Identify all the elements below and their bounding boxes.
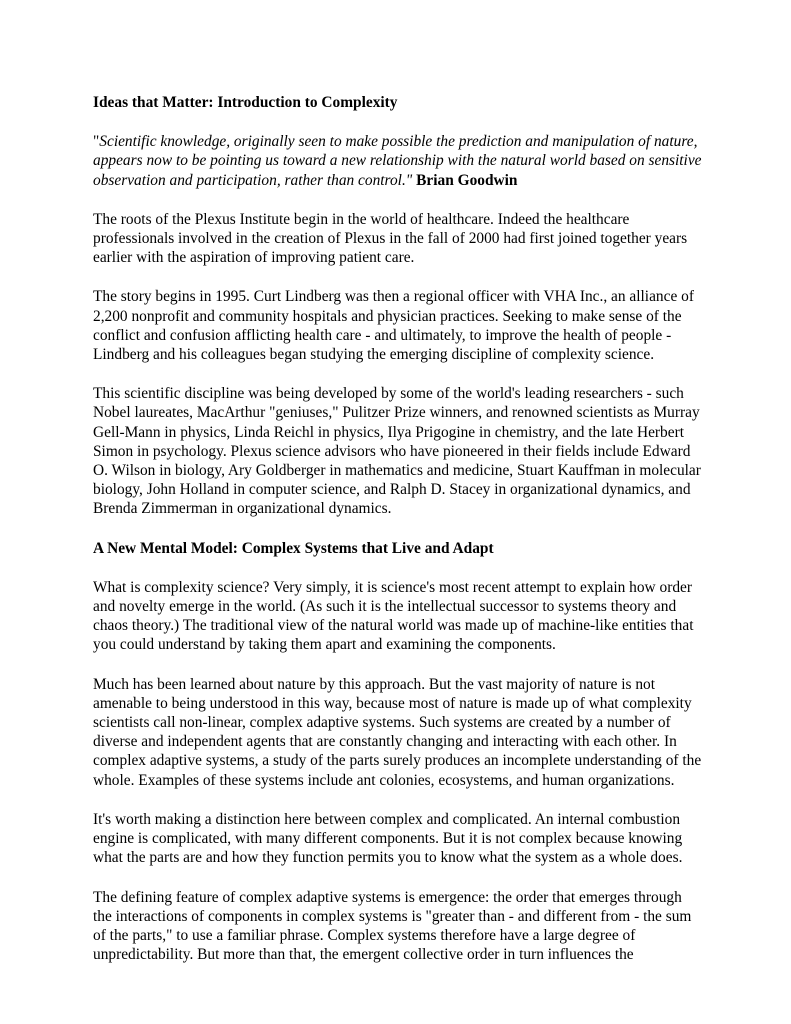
document-title: Ideas that Matter: Introduction to Complexity [93,94,398,111]
quote-text: Scientific knowledge, originally seen to make possible the prediction and manipulation of nature, appears now to be pointing us toward a new relationship with the natural world based on sensitive observation and participation, rather than control." [93,133,702,189]
quote-author: Brian Goodwin [416,171,518,189]
quote-open-mark: " [93,133,100,151]
epigraph-quote [93,132,703,190]
paragraph-emergence: The defining feature of complex adaptive systems is emergence: the order that emerges through the interactions of components in complex systems is "greater than - and different from - the sum of the parts," to use a familiar phrase. Complex systems therefore have a large degree of unpredictability. But more than that, the emergent collective order in turn influences the [93,888,692,964]
paragraph-complex-vs-complicated: It's worth making a distinction here between complex and complicated. An internal combustion engine is complicated, with many different components. But it is not complex because knowing what the parts are and how they function permits you to know what the system as a whole does. [93,810,683,867]
section-heading: A New Mental Model: Complex Systems that Live and Adapt [93,539,494,557]
paragraph-nonlinear-systems: Much has been learned about nature by this approach. But the vast majority of nature is not amenable to being understood in this way, because most of nature is made up of what complexity scientists call non-linear, complex adaptive systems. Such systems are created by a number of diverse and independent agents that are constantly changing and interacting with each other. In complex adaptive systems, a study of the parts surely produces an incomplete understanding of the whole. Examples of these systems include ant colonies, ecosystems, and human organizations. [93,675,702,789]
paragraph-healthcare-roots: The roots of the Plexus Institute begin in the world of healthcare. Indeed the healthcare professionals involved in the creation of Plexus in the fall of 2000 had first joined together years earlier with the aspiration of improving patient care. [93,210,688,267]
paragraph-story-1995: The story begins in 1995. Curt Lindberg was then a regional officer with VHA Inc., an alliance of 2,200 nonprofit and community hospitals and physician practices. Seeking to make sense of the conflict and confusion afflicting health care - and ultimately, to improve the health of people - Lindberg and his colleagues began studying the emerging discipline of complexity science. [93,288,694,364]
paragraph-scientific-discipline: This scientific discipline was being developed by some of the world's leading researchers - such Nobel laureates, MacArthur "geniuses," Pulitzer Prize winners, and renowned scientists as Murray Gell-Mann in physics, Linda Reichl in physics, Ilya Prigogine in chemistry, and the late Herbert Simon in psychology. Plexus science advisors who have pioneered in their fields include Edward O. Wilson in biology, Ary Goldberger in mathematics and medicine, Stuart Kauffman in molecular biology, John Holland in computer science, and Ralph D. Stacey in organizational dynamics, and Brenda Zimmerman in organizational dynamics. [93,385,701,518]
paragraph-what-is-complexity: What is complexity science? Very simply, it is science's most recent attempt to explain how order and novelty emerge in the world. (As such it is the intellectual successor to systems theory and chaos theory.) The traditional view of the natural world was made up of machine-like entities that you could understand by taking them apart and examining the components. [93,578,694,654]
document-body [93,93,703,984]
